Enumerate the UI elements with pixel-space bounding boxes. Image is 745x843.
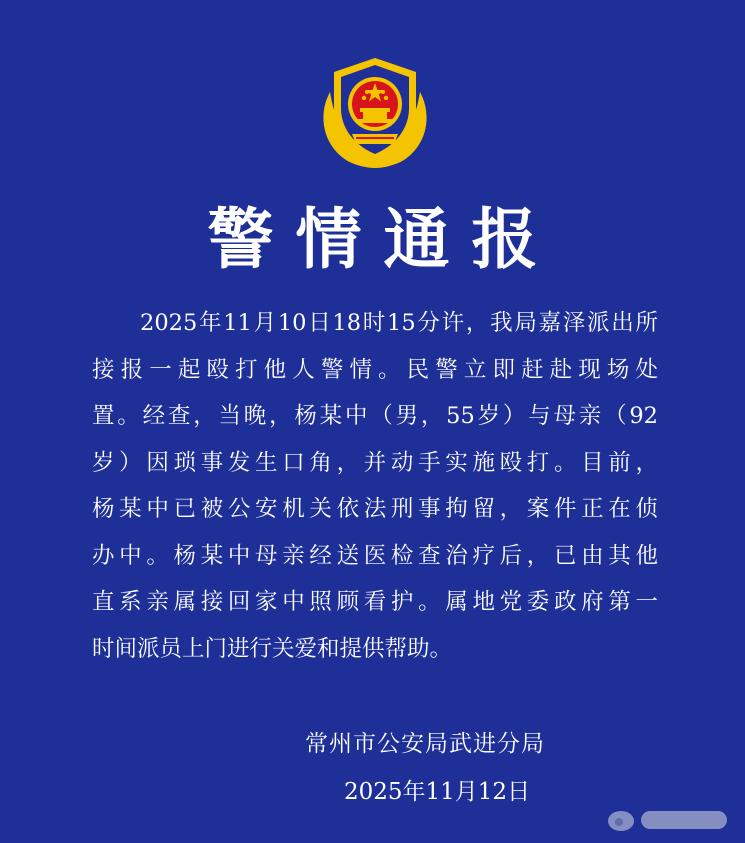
issue-date: 2025年11月12日 [344, 779, 531, 805]
body-line: 置。经查，当晚，杨某中（男，55岁）与母亲（92 [92, 403, 658, 429]
body-line: 接报一起殴打他人警情。民警立即赶赴现场处 [92, 356, 658, 383]
page-title: 警情通报 [207, 201, 560, 278]
body-line: 办中。杨某中母亲经送医检查治疗后，已由其他 [92, 542, 658, 569]
notice-body [92, 300, 658, 672]
police-emblem-icon [312, 52, 438, 174]
body-line: 时间派员上门进行关爱和提供帮助。 [92, 635, 453, 662]
issuer-name: 常州市公安局武进分局 [305, 731, 545, 757]
weibo-watermark-icon [605, 801, 735, 837]
body-line: 2025年11月10日18时15分许，我局嘉泽派出所 [140, 310, 658, 336]
body-line: 直系亲属接回家中照顾看护。属地党委政府第一 [92, 589, 658, 615]
body-line: 杨某中已被公安机关依法刑事拘留，案件正在侦 [92, 496, 658, 522]
body-line: 岁）因琐事发生口角，并动手实施殴打。目前， [92, 449, 658, 476]
